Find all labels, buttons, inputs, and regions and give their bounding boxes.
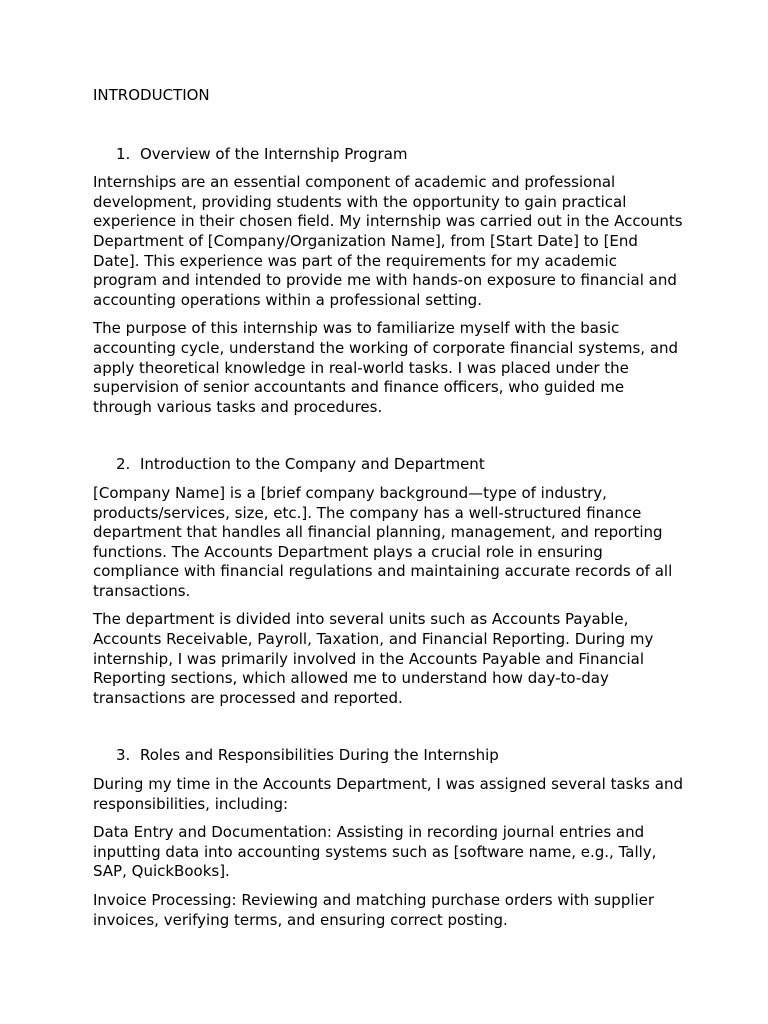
paragraph: The department is divided into several units such as Accounts Payable, Accounts Receivable, Payroll, Taxation, and Financial Reporting. During my internship, I was primarily involved in the Accounts Payable and Financial Reporting sections, which allowed me to understand how day-to-day transactions are processed and reported. [93, 610, 654, 707]
paragraph: Data Entry and Documentation: Assisting in recording journal entries and inputting data into accounting systems such as [software name, e.g., Tally, SAP, QuickBooks]. [93, 823, 657, 881]
section-company [93, 455, 683, 708]
section-overview [93, 145, 683, 418]
section-number: 2. [116, 455, 131, 474]
paragraph: The purpose of this internship was to familiarize myself with the basic accounting cycle, understand the working of corporate financial systems, and apply theoretical knowledge in real-world tasks. I was placed under the supervision of senior accountants and finance officers, who guided me through various tasks and procedures. [93, 319, 679, 416]
section-heading [116, 746, 683, 766]
section-title: Introduction to the Company and Department [140, 455, 485, 474]
paragraph: Invoice Processing: Reviewing and matching purchase orders with supplier invoices, verifying terms, and ensuring correct posting. [93, 891, 655, 929]
paragraph: [Company Name] is a [brief company background—type of industry, products/services, size, etc.]. The company has a well-structured finance department that handles all financial planning, management, and reporting functions. The Accounts Department plays a crucial role in ensuring compliance with financial regulations and maintaining accurate records of all transactions. [93, 483, 673, 600]
document-title: INTRODUCTION [93, 86, 210, 104]
section-number: 1. [116, 144, 131, 163]
paragraph: Internships are an essential component of academic and professional development, providing students with the opportunity to gain practical experience in their chosen field. My internship was carried out in the Accounts Department of [Company/Organization Name], from [Start Date] to [End Date]. This experience was part of the requirements for my academic program and intended to provide me with hands-on exposure to financial and accounting operations within a professional setting. [93, 173, 683, 309]
section-roles [93, 746, 683, 930]
section-heading [116, 145, 683, 165]
document-body [93, 86, 683, 939]
paragraph: During my time in the Accounts Department, I was assigned several tasks and responsibilities, including: [93, 775, 683, 813]
section-number: 3. [116, 746, 131, 765]
section-title: Overview of the Internship Program [140, 144, 408, 163]
section-heading [116, 455, 683, 475]
section-title: Roles and Responsibilities During the Internship [140, 746, 499, 765]
